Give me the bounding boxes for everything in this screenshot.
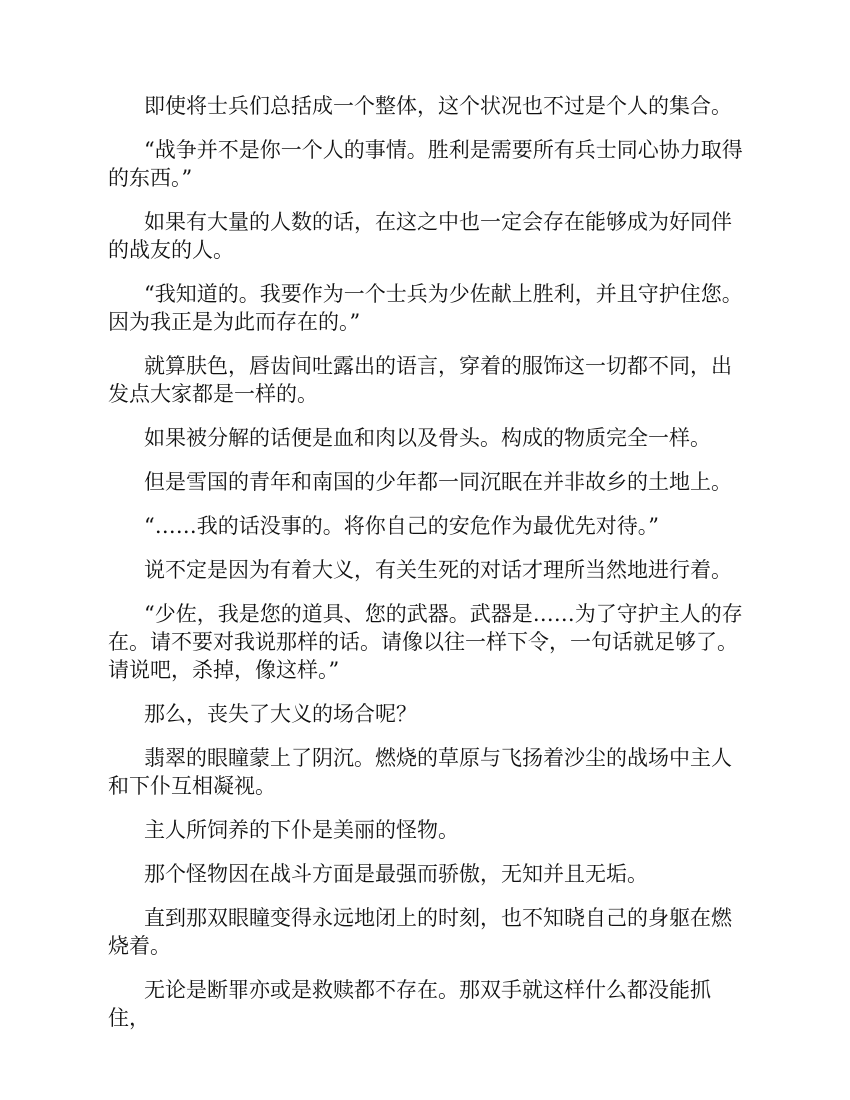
paragraph-2: “战争并不是你一个人的事情。胜利是需要所有兵士同心协力取得的东西。”	[108, 138, 743, 190]
paragraph-3: 如果有大量的人数的话，在这之中也一定会存在能够成为好同伴的战友的人。	[108, 210, 732, 262]
paragraph-13: 主人所饲养的下仆是美丽的怪物。	[144, 818, 459, 842]
paragraph-1: 即使将士兵们总括成一个整体，这个状况也不过是个人的集合。	[144, 94, 732, 118]
paragraph-7: 但是雪国的青年和南国的少年都一同沉眠在并非故乡的土地上。	[144, 470, 732, 494]
paragraph-15: 直到那双眼瞳变得永远地闭上的时刻，也不知晓自己的身躯在燃烧着。	[108, 906, 732, 958]
document-page	[108, 92, 748, 1048]
paragraph-16: 无论是断罪亦或是救赎都不存在。那双手就这样什么都没能抓住，	[108, 978, 711, 1030]
paragraph-4: “我知道的。我要作为一个士兵为少佐献上胜利，并且守护住您。因为我正是为此而存在的。”	[108, 282, 743, 334]
paragraph-14: 那个怪物因在战斗方面是最强而骄傲，无知并且无垢。	[144, 862, 648, 886]
paragraph-10: “少佐，我是您的道具、您的武器。武器是……为了守护主人的存在。请不要对我说那样的话。请像以往一样下令，一句话就足够了。请说吧，杀掉，像这样。”	[108, 602, 743, 682]
paragraph-9: 说不定是因为有着大义，有关生死的对话才理所当然地进行着。	[144, 558, 732, 582]
paragraph-5: 就算肤色，唇齿间吐露出的语言，穿着的服饰这一切都不同，出发点大家都是一样的。	[108, 354, 732, 406]
paragraph-11: 那么，丧失了大义的场合呢？	[144, 702, 417, 726]
paragraph-12: 翡翠的眼瞳蒙上了阴沉。燃烧的草原与飞扬着沙尘的战场中主人和下仆互相凝视。	[108, 746, 732, 798]
paragraph-6: 如果被分解的话便是血和肉以及骨头。构成的物质完全一样。	[144, 426, 711, 450]
paragraph-8: “……我的话没事的。将你自己的安危作为最优先对待。”	[144, 514, 659, 538]
